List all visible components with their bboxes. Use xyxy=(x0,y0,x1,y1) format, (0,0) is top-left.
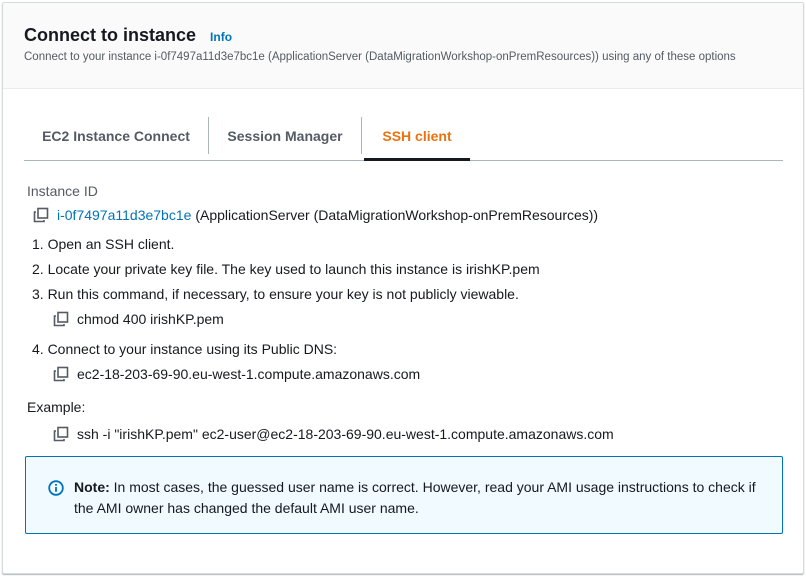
alert-text: In most cases, the guessed user name is correct. However, read your AMI usage instructions to check if the AMI owner has changed the default AMI user name. xyxy=(74,479,756,516)
info-alert xyxy=(25,456,783,534)
step-1: 1. Open an SSH client. xyxy=(32,236,175,252)
connection-tabs xyxy=(24,111,783,161)
example-label: Example: xyxy=(27,399,86,415)
instance-id-label: Instance ID xyxy=(27,183,98,199)
chmod-command-row xyxy=(53,311,224,327)
page-subtitle: Connect to your instance i-0f7497a11d3e7bc1e (ApplicationServer (DataMigrationWorkshop-onPremResources)) using any of these options xyxy=(24,51,736,63)
step-4: 4. Connect to your instance using its Public DNS: xyxy=(32,341,338,357)
step-3: 3. Run this command, if necessary, to ensure your key is not publicly viewable. xyxy=(32,286,519,302)
panel-header xyxy=(3,3,803,89)
example-command: ssh -i "irishKP.pem" ec2-user@ec2-18-203-69-90.eu-west-1.compute.amazonaws.com xyxy=(77,426,614,442)
tab-ssh-client[interactable]: SSH client xyxy=(364,111,470,160)
title-row xyxy=(24,25,232,46)
tab-ec2-instance-connect[interactable]: EC2 Instance Connect xyxy=(42,127,190,144)
info-icon xyxy=(48,480,64,496)
chmod-command: chmod 400 irishKP.pem xyxy=(77,311,224,327)
public-dns: ec2-18-203-69-90.eu-west-1.compute.amazonaws.com xyxy=(77,366,421,382)
tab-divider xyxy=(361,117,362,154)
copy-icon[interactable] xyxy=(53,426,69,442)
copy-icon[interactable] xyxy=(33,207,49,223)
public-dns-row xyxy=(53,366,420,382)
copy-icon[interactable] xyxy=(53,366,69,382)
info-link[interactable]: Info xyxy=(210,30,233,44)
instance-id-link[interactable]: i-0f7497a11d3e7bc1e xyxy=(57,207,192,223)
step-2: 2. Locate your private key file. The key used to launch this instance is irishKP.pem xyxy=(32,261,540,277)
tab-session-manager[interactable]: Session Manager xyxy=(227,127,343,144)
alert-message xyxy=(74,477,764,519)
connect-panel xyxy=(2,2,804,574)
instance-name: (ApplicationServer (DataMigrationWorkshop-onPremResources)) xyxy=(195,207,599,223)
instance-id-row xyxy=(33,207,598,223)
copy-icon[interactable] xyxy=(53,311,69,327)
example-command-row xyxy=(53,426,614,442)
page-title: Connect to instance xyxy=(24,25,197,45)
alert-note-label: Note: xyxy=(74,479,110,495)
